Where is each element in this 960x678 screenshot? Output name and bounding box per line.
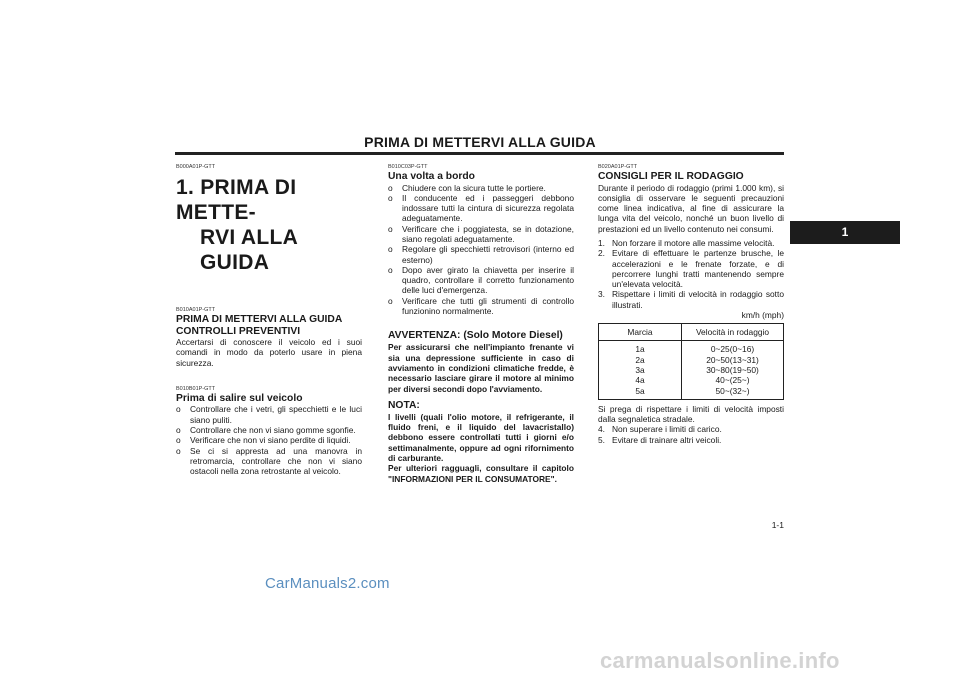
chapter-title-line1: 1. PRIMA DI METTE- bbox=[176, 176, 297, 224]
list-item: 2. Evitare di effettuare le partenze brusche, le accelerazioni e le frenate forzate, e di percorrere lunghi tratti mantenendo sempre un'elevata velocità. bbox=[598, 248, 784, 290]
section-code: B010C03P-GTT bbox=[388, 164, 428, 170]
column-right bbox=[598, 164, 784, 445]
section-title: PRIMA DI METTERVI ALLA GUIDA bbox=[176, 314, 343, 325]
watermark-carmanualsonline[interactable]: carmanualsonline.info bbox=[600, 648, 840, 673]
bullet-list bbox=[176, 404, 362, 476]
section-code: B020A01P-GTT bbox=[598, 164, 638, 170]
list-item: 3. Rispettare i limiti di velocità in rodaggio sotto illustrati. bbox=[598, 289, 784, 310]
section-title: Prima di salire sul veicolo bbox=[176, 392, 303, 404]
watermark-carmanuals2[interactable]: CarManuals2.com bbox=[265, 575, 390, 592]
speed-cell: 0~25(0~16) 20~50(13~31) 30~80(19~50) 40~(25~) 50~(32~) bbox=[682, 341, 784, 399]
column-middle bbox=[388, 164, 574, 484]
section-code: B000A01P-GTT bbox=[176, 164, 216, 170]
list-item: o Verificare che non vi siano perdite di liquidi. bbox=[176, 435, 351, 446]
list-item: o Verificare che tutti gli strumenti di controllo funzionino normalmente. bbox=[388, 295, 574, 317]
list-item: 5. Evitare di trainare altri veicoli. bbox=[598, 434, 722, 445]
note-title: NOTA: bbox=[388, 399, 420, 411]
warning-body: Per assicurarsi che nell'impianto frenante vi sia una depressione sufficiente in caso di avviamento in condizioni climatiche fredde, è necessario lasciare girare il motore al minimo per diversi secondi dopo l'avviamento. bbox=[388, 342, 574, 394]
list-item: 4. Non superare i limiti di carico. bbox=[598, 424, 722, 435]
list-item: o Regolare gli specchietti retrovisori (interno ed esterno) bbox=[388, 244, 574, 265]
section-intro: Durante il periodo di rodaggio (primi 1.000 km), si consiglia di osservare le seguenti precauzioni come linea indicativa, al fine di assicurare la lunga vita del veicolo, nonché un buon livello di prestazioni ed un livello contenuto nei consumi. bbox=[598, 182, 784, 234]
numbered-list bbox=[598, 424, 784, 445]
speed-unit: km/h (mph) bbox=[741, 310, 784, 321]
page-number: 1-1 bbox=[771, 520, 784, 530]
section-title: Una volta a bordo bbox=[388, 171, 475, 182]
page-header-title: PRIMA DI METTERVI ALLA GUIDA bbox=[364, 134, 596, 150]
chapter-title bbox=[176, 175, 362, 275]
list-item: o Dopo aver girato la chiavetta per inserire il quadro, controllare il corretto funzionamento delle luci d'emergenza. bbox=[388, 264, 574, 296]
note-body-reference: Per ulteriori ragguagli, consultare il capitolo "INFORMAZIONI PER IL CONSUMATORE". bbox=[388, 463, 574, 484]
section-code: B010A01P-GTT bbox=[176, 307, 216, 313]
warning-title: AVVERTENZA: (Solo Motore Diesel) bbox=[388, 330, 563, 342]
break-in-speed-table bbox=[598, 323, 784, 400]
chapter-tab-marker: 1 bbox=[790, 221, 900, 244]
gear-cell: 1a 2a 3a 4a 5a bbox=[599, 341, 682, 399]
list-item: o Controllare che i vetri, gli specchietti e le luci siano puliti. bbox=[176, 404, 362, 425]
list-item: o Chiudere con la sicura tutte le portiere. bbox=[388, 182, 546, 193]
list-item: o Verificare che i poggiatesta, se in dotazione, siano regolati adeguatamente. bbox=[388, 223, 574, 244]
column-left bbox=[176, 164, 362, 476]
table-header-row bbox=[599, 324, 784, 341]
speed-note: Si prega di rispettare i limiti di velocità imposti dalla segnaletica stradale. bbox=[598, 403, 784, 425]
bullet-list bbox=[388, 183, 574, 317]
section-title: CONSIGLI PER IL RODAGGIO bbox=[598, 171, 744, 182]
section-subtitle: CONTROLLI PREVENTIVI bbox=[176, 325, 301, 337]
table-header-speed: Velocità in rodaggio bbox=[682, 324, 784, 341]
list-item: o Se ci si appresta ad una manovra in retromarcia, controllare che non vi siano ostacoli nella zona retrostante al veicolo. bbox=[176, 445, 362, 477]
section-code: B010B01P-GTT bbox=[176, 385, 216, 392]
numbered-list bbox=[598, 238, 784, 310]
chapter-title-line2: RVI ALLA GUIDA bbox=[200, 226, 298, 274]
section-body: Accertarsi di conoscere il veicolo ed i suoi comandi in modo da poterlo usare in piena sicurezza. bbox=[176, 337, 362, 368]
list-item: 1. Non forzare il motore alle massime velocità. bbox=[598, 237, 775, 248]
header-rule bbox=[175, 152, 784, 155]
table-row bbox=[599, 341, 784, 399]
list-item: o Il conducente ed i passeggeri debbono indossare tutti la cintura di sicurezza regolata adeguatamente. bbox=[388, 192, 574, 224]
table-header-gear: Marcia bbox=[599, 324, 682, 341]
list-item: o Controllare che non vi siano gomme sgonfie. bbox=[176, 424, 356, 435]
note-body: I livelli (quali l'olio motore, il refrigerante, il fluido freni, e il liquido del lavacristallo) debbono essere controllati tutti i giorni e/o settimanalmente, oppure ad ogni rifornimento di carburante. bbox=[388, 411, 574, 464]
